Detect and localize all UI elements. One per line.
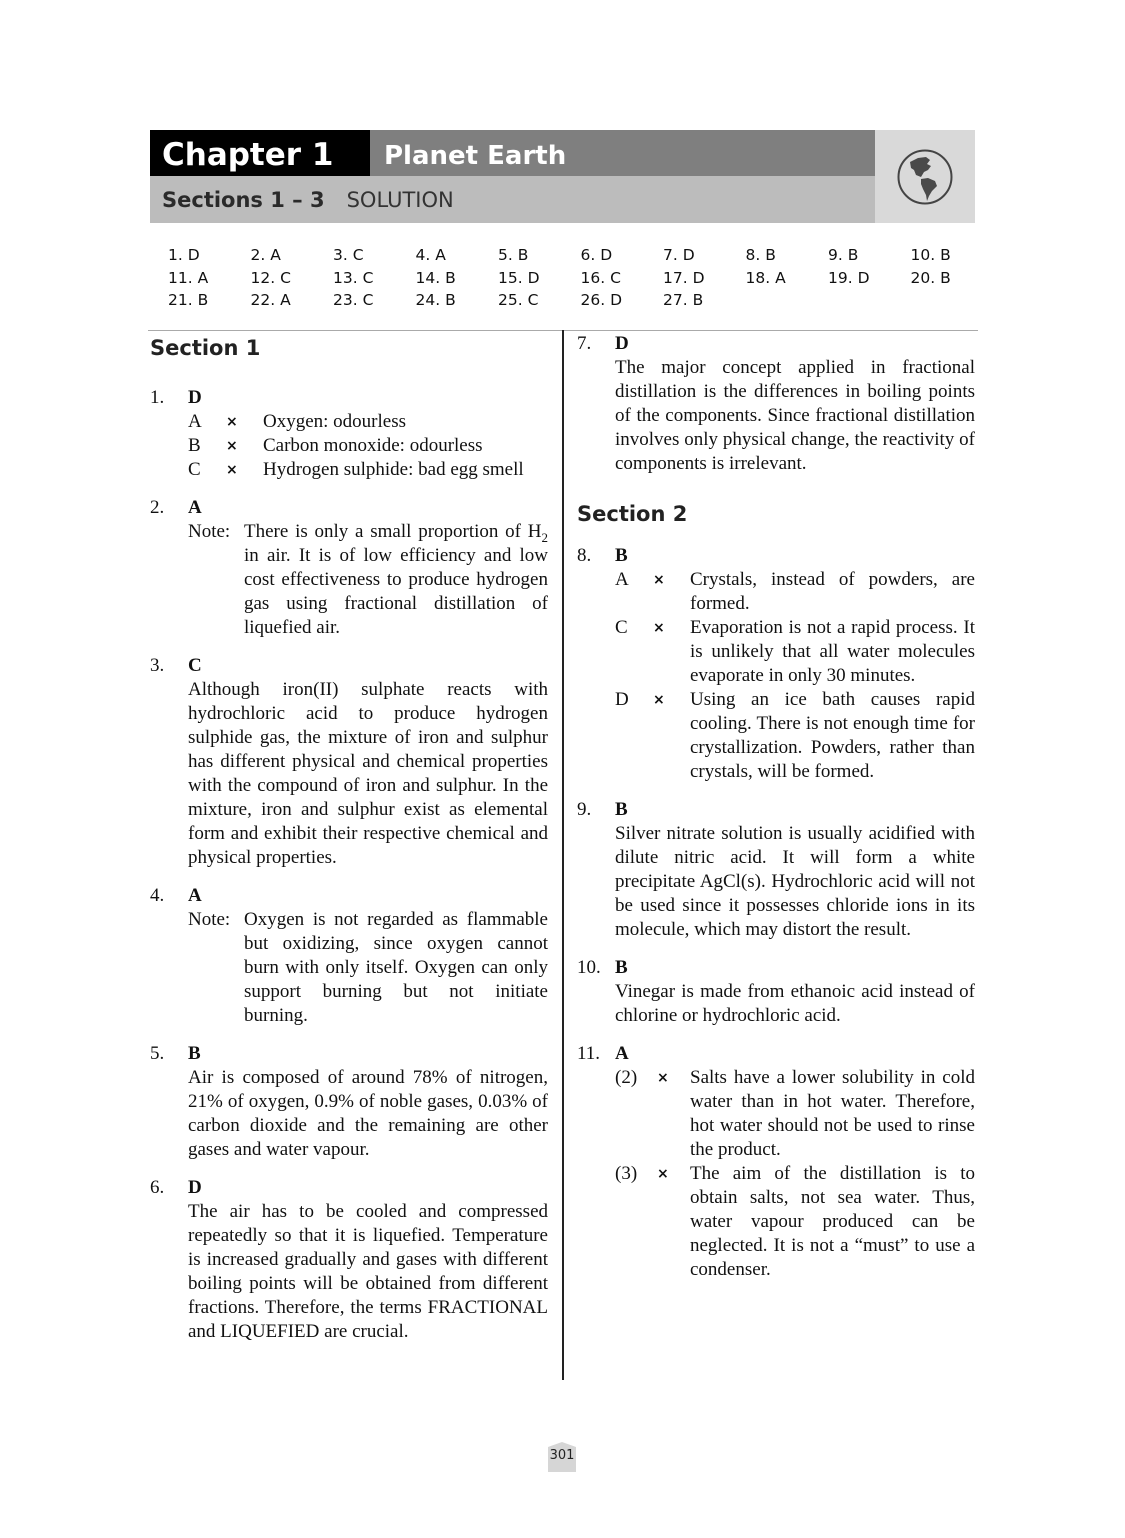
question-4 xyxy=(150,884,548,1028)
option-label: C xyxy=(615,617,628,638)
answer-cell: 13. C xyxy=(333,268,374,287)
answer-cell: 7. D xyxy=(663,246,695,264)
question-number: 11. xyxy=(577,1043,601,1064)
question-1 xyxy=(150,386,548,482)
question-number: 9. xyxy=(577,799,592,820)
answer-key-row xyxy=(168,269,993,292)
page-number-badge xyxy=(548,1442,576,1472)
answer-cell: 27. B xyxy=(663,291,704,309)
question-8 xyxy=(577,544,975,784)
question-answer: C xyxy=(188,655,202,676)
answer-cell: 12. C xyxy=(250,268,291,287)
question-answer: D xyxy=(188,387,202,408)
answer-cell: 15. D xyxy=(498,268,540,287)
answer-cell: 8. B xyxy=(745,246,776,264)
answer-cell: 14. B xyxy=(415,268,456,287)
answer-key-row xyxy=(168,246,993,269)
answer-cell: 1. D xyxy=(168,246,200,264)
note-label: Note: xyxy=(188,521,231,542)
note-text: Oxygen is not regarded as flammable but oxidizing, since oxygen cannot burn with only itself. Oxygen can only support burning but not initiate burning. xyxy=(244,909,548,1026)
note-text: There is only a small proportion of H xyxy=(244,521,542,542)
answer-cell: 3. C xyxy=(333,246,364,264)
option-row xyxy=(188,458,548,482)
question-number: 6. xyxy=(150,1177,165,1198)
section-heading: Section 1 xyxy=(150,336,261,360)
answer-cell: 6. D xyxy=(580,246,613,264)
option-row xyxy=(188,410,548,434)
option-row xyxy=(615,616,975,688)
option-text: Oxygen: odourless xyxy=(263,411,407,432)
answer-key xyxy=(168,246,993,314)
question-answer: B xyxy=(188,1043,201,1064)
answer-cell: 26. D xyxy=(580,291,623,309)
option-text: The aim of the distillation is to obtain salts, not sea water. Thus, water vapour produced can be neglected. It is not a “must” to use a condenser. xyxy=(690,1163,975,1280)
globe-panel xyxy=(875,130,975,223)
question-10 xyxy=(577,956,975,1028)
question-7 xyxy=(577,332,975,476)
note xyxy=(188,520,548,640)
answer-cell: 25. C xyxy=(498,291,539,309)
option-text: Evaporation is not a rapid process. It is unlikely that all water molecules evaporate in only 30 minutes. xyxy=(690,617,975,686)
option-row xyxy=(615,688,975,784)
chapter-title: Planet Earth xyxy=(370,130,875,176)
cross-icon: × xyxy=(657,1070,669,1086)
option-label: B xyxy=(188,435,201,456)
option-text: Salts have a lower solubility in cold water than in hot water. Therefore, hot water should not be used to rinse the product. xyxy=(690,1067,975,1160)
subscript: 2 xyxy=(541,529,548,545)
solution-label: SOLUTION xyxy=(346,188,454,212)
chapter-label: Chapter 1 xyxy=(150,130,370,176)
question-number: 1. xyxy=(150,387,165,408)
answer-cell: 18. A xyxy=(745,268,786,287)
question-5 xyxy=(150,1042,548,1162)
sections-label: Sections 1 – 3 xyxy=(162,188,325,212)
answer-cell: 4. A xyxy=(415,246,446,264)
explanation: Silver nitrate solution is usually acidified with dilute nitric acid. It will form a white precipitate AgCl(s). Hydrochloric acid will not be used since it possesses chloride ions in its molecule, which may distort the result. xyxy=(615,823,975,940)
explanation: Although iron(II) sulphate reacts with hydrochloric acid to produce hydrogen sulphide gas, the mixture of iron and sulphur has different physical and chemical properties with the compound of iron and sulphur. In the mixture, iron and sulphur exist as elemental form and exhibit their respective chemical and physical properties. xyxy=(188,679,548,868)
question-answer: D xyxy=(188,1177,202,1198)
sections-bar xyxy=(150,176,875,223)
answer-cell: 5. B xyxy=(498,246,529,264)
option-label: C xyxy=(188,459,201,480)
question-number: 5. xyxy=(150,1043,165,1064)
option-row xyxy=(615,568,975,616)
option-label: D xyxy=(615,689,629,710)
answer-cell: 17. D xyxy=(663,268,705,287)
option-text: Using an ice bath causes rapid cooling. There is not enough time for crystallization. Powders, rather than crystals, will be formed. xyxy=(690,689,975,782)
left-column xyxy=(150,332,548,1344)
cross-icon: × xyxy=(226,414,238,430)
answer-cell: 10. B xyxy=(910,246,951,264)
explanation: The air has to be cooled and compressed repeatedly so that it is liquefied. Temperature is increased gradually and gases with different boiling points will be obtained from different fractions. Therefore, the terms FRACTIONAL and LIQUEFIED are crucial. xyxy=(188,1201,548,1342)
note xyxy=(188,908,548,1028)
answer-cell: 9. B xyxy=(828,246,859,264)
cross-icon: × xyxy=(653,692,665,708)
question-answer: B xyxy=(615,799,628,820)
question-answer: B xyxy=(615,957,628,978)
question-answer: A xyxy=(615,1043,629,1064)
question-3 xyxy=(150,654,548,870)
question-9 xyxy=(577,798,975,942)
option-row xyxy=(188,434,548,458)
answer-cell: 22. A xyxy=(250,291,291,309)
globe-icon xyxy=(896,148,954,206)
explanation: The major concept applied in fractional distillation is the differences in boiling points of the components. Since fractional distillation involves only physical change, the reactivity of components is irrelevant. xyxy=(615,357,975,474)
option-label: A xyxy=(188,411,202,432)
note-label: Note: xyxy=(188,909,231,930)
option-row xyxy=(615,1162,975,1282)
answer-cell: 21. B xyxy=(168,291,209,309)
option-text: Carbon monoxide: odourless xyxy=(263,435,483,456)
option-text: Hydrogen sulphide: bad egg smell xyxy=(263,459,524,480)
question-number: 8. xyxy=(577,545,592,566)
question-number: 4. xyxy=(150,885,165,906)
explanation: Air is composed of around 78% of nitrogen, 21% of oxygen, 0.9% of noble gases, 0.03% of carbon dioxide and the remaining are other gases and water vapour. xyxy=(188,1067,548,1160)
question-number: 7. xyxy=(577,333,592,354)
option-text: Crystals, instead of powders, are formed. xyxy=(690,569,975,614)
answer-cell: 2. A xyxy=(250,246,281,264)
chapter-header xyxy=(150,130,975,223)
question-answer: D xyxy=(615,333,629,354)
cross-icon: × xyxy=(653,572,665,588)
answer-cell: 23. C xyxy=(333,291,374,309)
answer-cell: 20. B xyxy=(910,268,951,287)
option-label: (3) xyxy=(615,1163,638,1184)
question-answer: A xyxy=(188,885,202,906)
option-label: A xyxy=(615,569,629,590)
question-2 xyxy=(150,496,548,640)
answer-cell: 16. C xyxy=(580,268,621,287)
question-answer: B xyxy=(615,545,628,566)
answer-cell: 11. A xyxy=(168,268,209,287)
column-divider xyxy=(562,330,564,1380)
right-column xyxy=(577,330,975,1282)
answer-cell: 24. B xyxy=(415,291,456,309)
answer-cell: 19. D xyxy=(828,268,870,287)
question-number: 10. xyxy=(577,957,601,978)
question-number: 3. xyxy=(150,655,165,676)
option-label: (2) xyxy=(615,1067,638,1088)
page-number: 301 xyxy=(549,1448,575,1463)
cross-icon: × xyxy=(226,438,238,454)
cross-icon: × xyxy=(657,1166,669,1182)
question-answer: A xyxy=(188,497,202,518)
cross-icon: × xyxy=(226,462,238,478)
option-row xyxy=(615,1066,975,1162)
question-6 xyxy=(150,1176,548,1344)
answer-key-row xyxy=(168,291,993,314)
question-number: 2. xyxy=(150,497,165,518)
cross-icon: × xyxy=(653,620,665,636)
note-text: in air. It is of low efficiency and low cost effectiveness to produce hydrogen gas using fractional distillation of liquefied air. xyxy=(244,545,548,638)
question-11 xyxy=(577,1042,975,1282)
section-heading: Section 2 xyxy=(577,502,688,526)
explanation: Vinegar is made from ethanoic acid instead of chlorine or hydrochloric acid. xyxy=(615,981,975,1026)
